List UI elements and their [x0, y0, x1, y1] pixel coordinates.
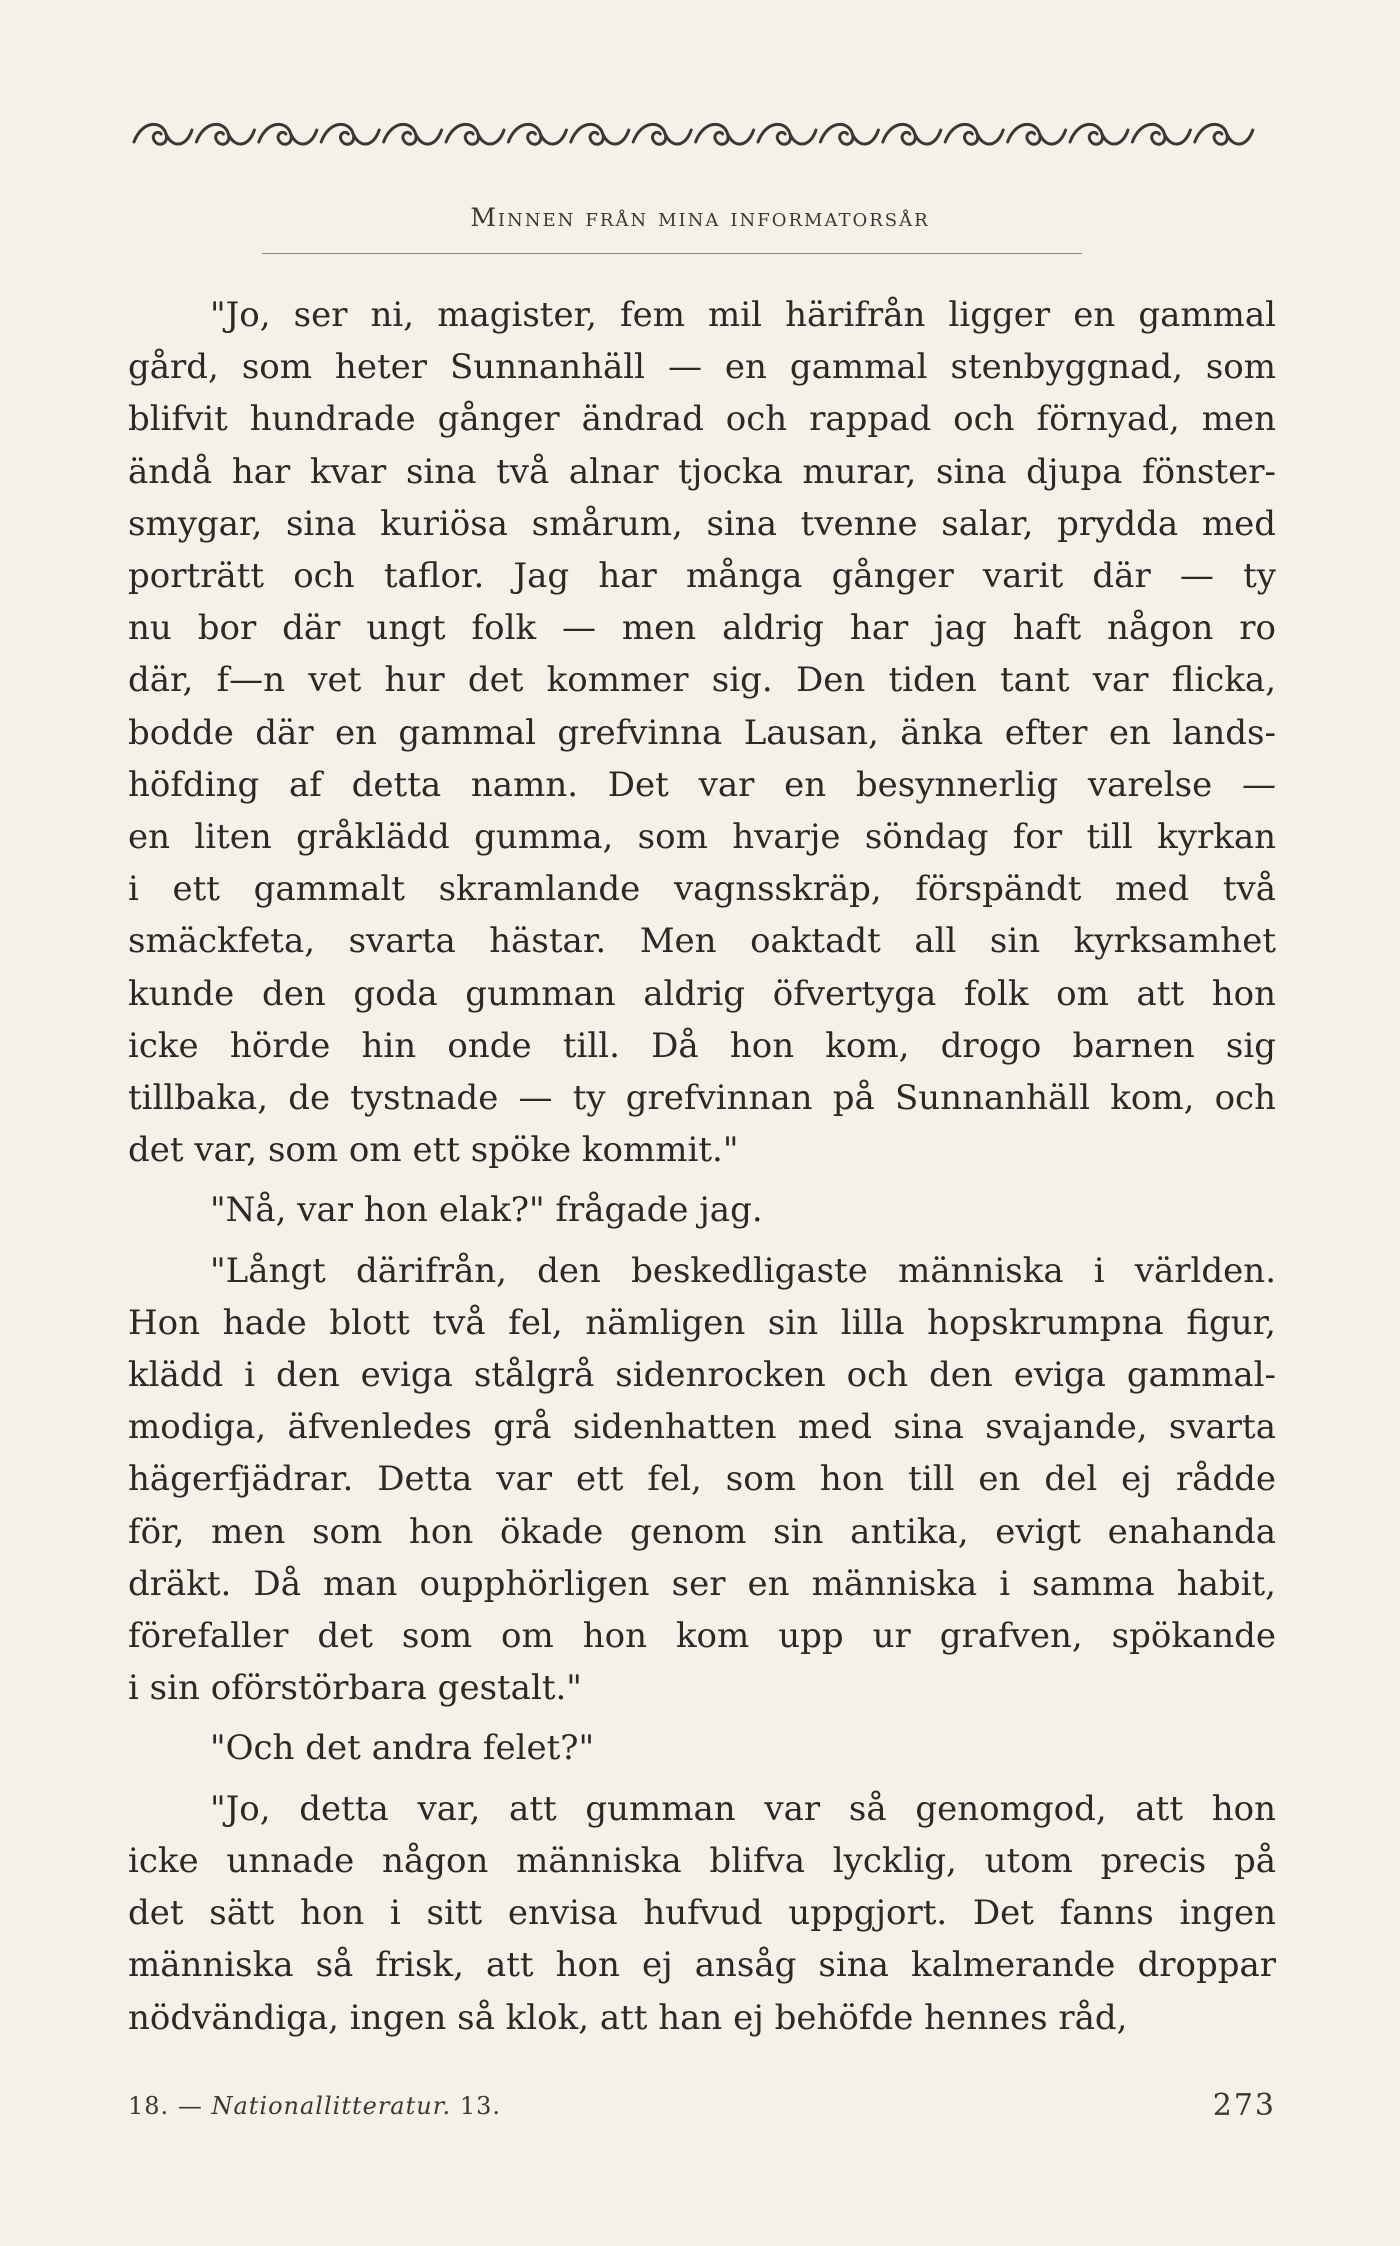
text-line: i sin oförstörbara gestalt.": [128, 1668, 582, 1709]
page-footer: [128, 2088, 1276, 2128]
running-head-rule: [262, 253, 1082, 254]
text-line: klädd i den eviga stålgrå sidenrocken och den eviga gammal-: [128, 1355, 1276, 1396]
text-line: icke hörde hin onde till. Då hon kom, drogo barnen sig: [128, 1025, 1276, 1066]
printer-signature: [128, 2092, 501, 2120]
page-number: 273: [1212, 2088, 1276, 2123]
text-line: "Nå, var hon elak?" frågade jag.: [210, 1190, 763, 1231]
text-line: i ett gammalt skramlande vagnsskräp, förspändt med två: [128, 869, 1276, 910]
text-line: smäckfeta, svarta hästar. Men oaktadt all sin kyrksamhet: [128, 921, 1276, 962]
text-line: ändå har kvar sina två alnar tjocka murar, sina djupa fönster-: [128, 451, 1276, 492]
text-line: "Jo, detta var, att gumman var så genomgod, att hon: [210, 1788, 1276, 1829]
signature-volume: 13.: [459, 2092, 501, 2120]
text-line: porträtt och taflor. Jag har många gånger varit där — ty: [128, 556, 1276, 597]
text-line: "Och det andra felet?": [210, 1728, 595, 1769]
text-line: för, men som hon ökade genom sin antika, evigt enahanda: [128, 1511, 1276, 1552]
text-line: där, f—n vet hur det kommer sig. Den tiden tant var flicka,: [128, 660, 1276, 701]
text-line: tillbaka, de tystnade — ty grefvinnan på Sunnanhäll kom, och: [128, 1078, 1276, 1119]
text-line: hägerfjädrar. Detta var ett fel, som hon till en del ej rådde: [128, 1459, 1276, 1500]
text-line: gård, som heter Sunnanhäll — en gammal stenbyggnad, som: [128, 347, 1276, 388]
text-line: nu bor där ungt folk — men aldrig har jag haft någon ro: [128, 608, 1276, 649]
text-line: nödvändiga, ingen så klok, att han ej behöfde hennes råd,: [128, 1997, 1128, 2038]
signature-title: Nationallitteratur.: [211, 2092, 452, 2120]
text-line: en liten gråklädd gumma, som hvarje söndag for till kyrkan: [128, 817, 1276, 858]
text-line: det sätt hon i sitt envisa hufvud uppgjort. Det fanns ingen: [128, 1893, 1276, 1934]
text-line: modiga, äfvenledes grå sidenhatten med sina svajande, svarta: [128, 1407, 1276, 1448]
ornamental-header-band: [128, 112, 1276, 162]
paragraph: [128, 289, 1276, 1176]
text-line: icke unnade någon människa blifva lycklig, utom precis på: [128, 1840, 1276, 1881]
paragraph: [128, 1245, 1276, 1715]
paragraph: [128, 1184, 1276, 1236]
text-line: det var, som om ett spöke kommit.": [128, 1130, 739, 1171]
text-line: människa så frisk, att hon ej ansåg sina kalmerande droppar: [128, 1945, 1276, 1986]
signature-number: 18.: [128, 2092, 170, 2120]
text-line: "Jo, ser ni, magister, fem mil härifrån ligger en gammal: [210, 295, 1276, 335]
text-line: "Långt därifrån, den beskedligaste människa i världen.: [210, 1250, 1276, 1291]
running-head: Minnen från mina informatorsår: [470, 203, 930, 232]
text-line: kunde den goda gumman aldrig öfvertyga folk om att hon: [128, 973, 1276, 1014]
text-line: dräkt. Då man oupphörligen ser en människa i samma habit,: [128, 1563, 1276, 1604]
text-line: smygar, sina kuriösa smårum, sina tvenne salar, prydda med: [128, 503, 1276, 544]
text-line: höfding af detta namn. Det var en besynnerlig varelse —: [128, 764, 1276, 805]
signature-dash: —: [177, 2092, 203, 2120]
text-line: blifvit hundrade gånger ändrad och rappad och förnyad, men: [128, 399, 1276, 440]
ornament-scrollwork-icon: [128, 112, 1276, 162]
text-line: bodde där en gammal grefvinna Lausan, änka efter en lands-: [128, 712, 1276, 753]
text-line: förefaller det som om hon kom upp ur grafven, spökande: [128, 1616, 1276, 1657]
body-text: [128, 289, 1276, 2052]
text-line: Hon hade blott två fel, nämligen sin lilla hopskrumpna figur,: [128, 1302, 1276, 1343]
paragraph: [128, 1783, 1276, 2044]
paragraph: [128, 1722, 1276, 1774]
